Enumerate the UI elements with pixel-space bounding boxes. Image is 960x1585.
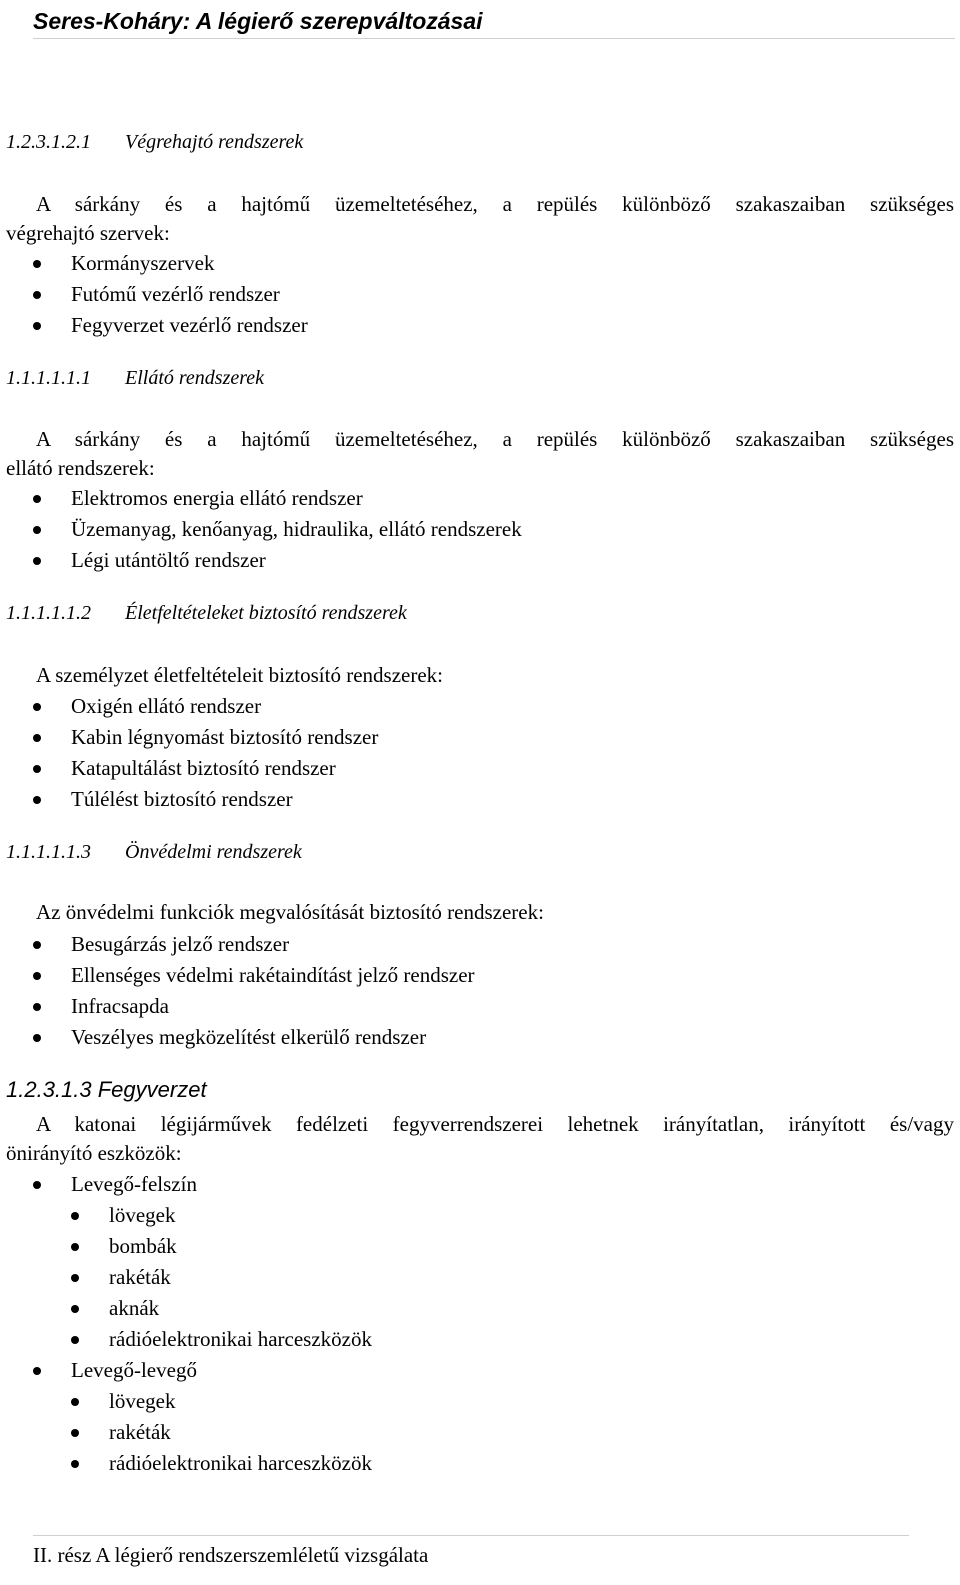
section-heading-fegyverzet: 1.2.3.1.3 Fegyverzet [6,1077,207,1102]
list-ellato [0,483,522,576]
footer-text: II. rész A légierő rendszerszemléletű vizsgálata [33,1543,429,1567]
sub-list-item: lövegek [0,1386,372,1417]
list-item: Besugárzás jelző rendszer [0,929,475,960]
list-item: Kabin légnyomást biztosító rendszer [0,722,378,753]
list-item: Futómű vezérlő rendszer [0,279,308,310]
paragraph-line: A sárkány és a hajtómű üzemeltetéséhez, a repülés különböző szakaszaiban szükséges [36,192,954,216]
list-item: Légi utántöltő rendszer [0,545,522,576]
header-title: Seres-Koháry: A légierő szerepváltozásai [33,8,483,34]
paragraph-line: végrehajtó szervek: [6,221,170,245]
paragraph-vegrehajto [6,190,954,248]
sub-list-item: rakéták [0,1262,372,1293]
paragraph-fegyverzet [6,1110,954,1168]
list-item: Ellenséges védelmi rakétaindítást jelző rendszer [0,960,475,991]
list-item: Kormányszervek [0,248,308,279]
section-title: Ellátó rendszerek [125,367,265,389]
list-item: Üzemanyag, kenőanyag, hidraulika, ellátó rendszerek [0,514,522,545]
section-title: Életfeltételeket biztosító rendszerek [125,602,407,624]
intro-eletfeltetel: A személyzet életfeltételeit biztosító rendszerek: [36,663,443,687]
section-heading-eletfeltetel [6,601,407,625]
list-item: Veszélyes megközelítést elkerülő rendszer [0,1022,475,1053]
paragraph-line: ellátó rendszerek: [6,456,155,480]
section-number: 1.2.3.1.2.1 [6,131,91,153]
paragraph-ellato [6,425,954,483]
list-item: Fegyverzet vezérlő rendszer [0,310,308,341]
list-item: Elektromos energia ellátó rendszer [0,483,522,514]
page-header [33,6,955,39]
list-fegyverzet [0,1169,372,1479]
list-item: Oxigén ellátó rendszer [0,691,378,722]
sub-list-item: lövegek [0,1200,372,1231]
list-item: Infracsapda [0,991,475,1022]
intro-onvedelmi: Az önvédelmi funkciók megvalósítását biztosító rendszerek: [36,900,544,924]
section-title: Végrehajtó rendszerek [125,131,304,153]
list-item: Levegő-levegő [0,1355,372,1386]
section-number: 1.1.1.1.1.2 [6,602,91,624]
section-heading-ellato [6,366,264,390]
section-title: Önvédelmi rendszerek [125,841,302,863]
list-vegrehajto [0,248,308,341]
sub-list-item: aknák [0,1293,372,1324]
paragraph-line: A sárkány és a hajtómű üzemeltetéséhez, a repülés különböző szakaszaiban szükséges [36,427,954,451]
section-number: 1.1.1.1.1.3 [6,841,91,863]
sub-list-item: bombák [0,1231,372,1262]
sub-list-item: rádióelektronikai harceszközök [0,1448,372,1479]
paragraph-line: önirányító eszközök: [6,1141,182,1165]
list-item: Katapultálást biztosító rendszer [0,753,378,784]
list-item: Levegő-felszín [0,1169,372,1200]
section-heading-onvedelmi [6,840,302,864]
paragraph-line: A katonai légijárművek fedélzeti fegyverrendszerei lehetnek irányítatlan, irányított és/vagy [36,1112,954,1136]
list-onvedelmi [0,929,475,1053]
list-item: Túlélést biztosító rendszer [0,784,378,815]
list-eletfeltetel [0,691,378,815]
sub-list-item: rakéták [0,1417,372,1448]
section-heading-vegrehajto [6,130,303,154]
section-number: 1.1.1.1.1.1 [6,367,91,389]
sub-list-item: rádióelektronikai harceszközök [0,1324,372,1355]
page-footer [33,1535,909,1570]
